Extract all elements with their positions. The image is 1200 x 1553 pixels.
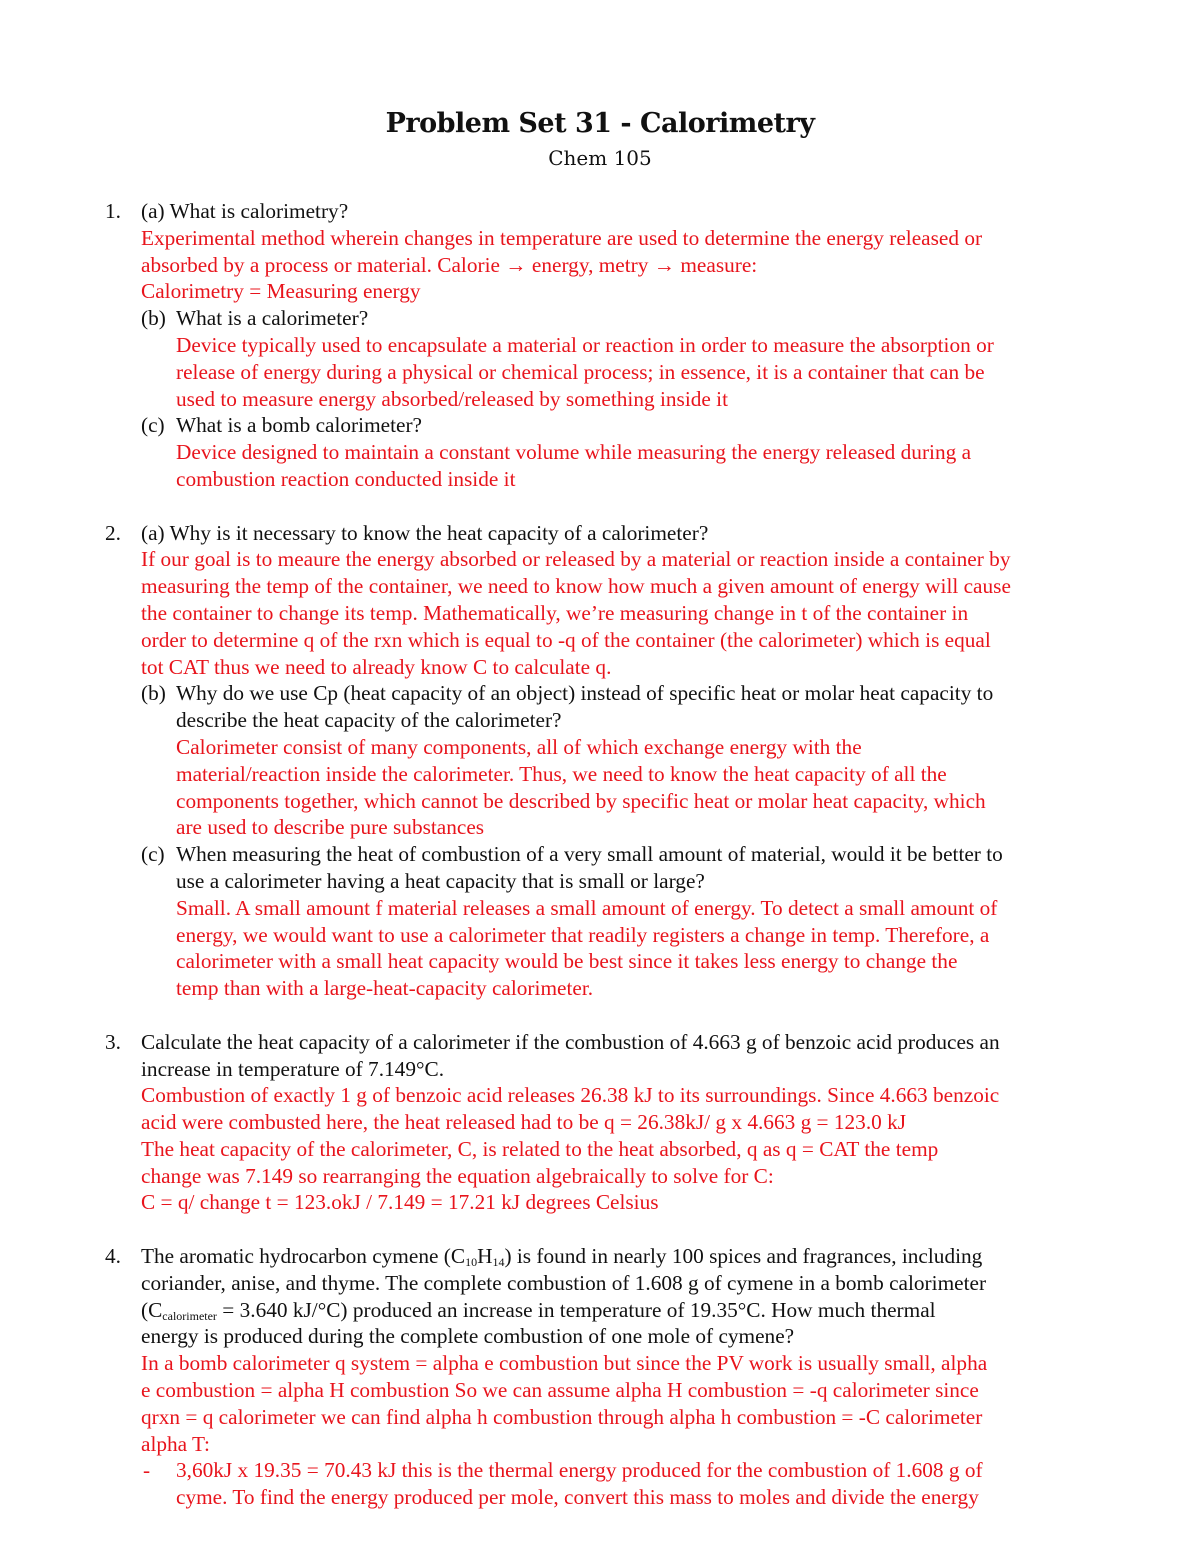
- text-line: order to determine q of the rxn which is equal to -q of the container (the calorimeter) which is equal: [141, 627, 991, 652]
- subscript: 14: [492, 1255, 505, 1270]
- answer-text: [0, 225, 1200, 305]
- text-line: coriander, anise, and thyme. The complete combustion of 1.608 g of cymene in a bomb calorimeter: [141, 1270, 987, 1295]
- text-line: Calculate the heat capacity of a calorimeter if the combustion of 4.663 g of benzoic acid produces an: [141, 1029, 1000, 1054]
- text-line: When measuring the heat of combustion of a very small amount of material, would it be better to: [176, 842, 1003, 867]
- text-line: Device designed to maintain a constant volume while measuring the energy released during a: [176, 440, 972, 465]
- text-line: Why do we use Cp (heat capacity of an object) instead of specific heat or molar heat capacity to: [176, 681, 994, 706]
- question-text: [0, 305, 1200, 332]
- text-line: acid were combusted here, the heat released had to be q = 26.38kJ/ g x 4.663 g = 123.0 kJ: [141, 1110, 907, 1135]
- text-line: Combustion of exactly 1 g of benzoic acid releases 26.38 kJ to its surroundings. Since 4.663 benzoic: [141, 1083, 1000, 1108]
- subscript: 10: [465, 1255, 478, 1270]
- text-line: describe the heat capacity of the calorimeter?: [176, 708, 562, 733]
- answer-text: [0, 1082, 1200, 1216]
- text-line: Device typically used to encapsulate a material or reaction in order to measure the absorption or: [176, 332, 994, 357]
- text-line: used to measure energy absorbed/released by something inside it: [176, 386, 728, 411]
- text-line: absorbed by a process or material. Calorie → energy, metry → measure:: [141, 252, 758, 277]
- text-line: components together, which cannot be described by specific heat or molar heat capacity, which: [176, 788, 986, 813]
- text-line: 3,60kJ x 19.35 = 70.43 kJ this is the thermal energy produced for the combustion of 1.608 g of: [176, 1458, 983, 1483]
- question-1: [0, 198, 1200, 493]
- text-line: In a bomb calorimeter q system = alpha e combustion but since the PV work is usually small, alpha: [141, 1351, 988, 1376]
- text-line: use a calorimeter having a heat capacity that is small or large?: [176, 868, 705, 893]
- text-line: (a) Why is it necessary to know the heat capacity of a calorimeter?: [141, 520, 709, 545]
- answer-text: [0, 1457, 1200, 1511]
- part-label: (b): [141, 681, 166, 706]
- text-line: cyme. To find the energy produced per mole, convert this mass to moles and divide the energy: [176, 1485, 979, 1510]
- text-line: are used to describe pure substances: [176, 815, 485, 840]
- question-text: [0, 1243, 1200, 1350]
- text-segment: (C: [141, 1297, 163, 1322]
- text-line: Experimental method wherein changes in temperature are used to determine the energy released or: [141, 225, 983, 250]
- part-label: (c): [141, 413, 165, 438]
- question-text: [0, 841, 1200, 895]
- text-line: measuring the temp of the container, we need to know how much a given amount of energy will cause: [141, 574, 1011, 599]
- text-line: tot CAT thus we need to already know C to calculate q.: [141, 654, 612, 679]
- text-line: What is a bomb calorimeter?: [176, 413, 422, 438]
- part-label: (c): [141, 842, 165, 867]
- page-title: Problem Set 31 - Calorimetry: [385, 108, 815, 139]
- text-line: What is a calorimeter?: [176, 306, 369, 331]
- answer-text: [0, 546, 1200, 680]
- question-text: [0, 520, 1200, 547]
- answer-text: [0, 1350, 1200, 1457]
- question-number: 3.: [105, 1029, 121, 1054]
- text-line: [141, 1243, 1200, 1270]
- problem-list: [0, 198, 1200, 1538]
- text-line: combustion reaction conducted inside it: [176, 466, 516, 491]
- question-number: 1.: [105, 199, 121, 223]
- text-line: temp than with a large-heat-capacity calorimeter.: [176, 976, 594, 1001]
- text-line: the container to change its temp. Mathematically, we’re measuring change in t of the container in: [141, 600, 969, 625]
- question-text: [0, 198, 1200, 225]
- question-number: 2.: [105, 520, 121, 545]
- text-segment: H: [477, 1244, 493, 1269]
- question-text: [0, 680, 1200, 734]
- subscript: calorimeter: [162, 1308, 217, 1323]
- answer-text: [0, 332, 1200, 412]
- text-line: material/reaction inside the calorimeter. Thus, we need to know the heat capacity of all the: [176, 761, 947, 786]
- text-line: energy is produced during the complete combustion of one mole of cymene?: [141, 1324, 795, 1349]
- text-line: qrxn = q calorimeter we can find alpha h combustion through alpha h combustion = -C calorimeter: [141, 1404, 983, 1429]
- text-line: change was 7.149 so rearranging the equation algebraically to solve for C:: [141, 1163, 774, 1188]
- text-line: C = q/ change t = 123.okJ / 7.149 = 17.21 kJ degrees Celsius: [141, 1190, 659, 1215]
- question-text: [0, 1029, 1200, 1083]
- answer-text: [0, 895, 1200, 1002]
- part-label: (b): [141, 306, 166, 331]
- text-line: release of energy during a physical or chemical process; in essence, it is a container that can be: [176, 359, 985, 384]
- text-line: (a) What is calorimetry?: [141, 199, 349, 223]
- text-line: energy, we would want to use a calorimeter that readily registers a change in temp. Therefore, a: [176, 922, 990, 947]
- question-text: [0, 412, 1200, 439]
- bullet-dash: -: [143, 1458, 151, 1483]
- question-number: 4.: [105, 1244, 121, 1269]
- answer-text: [0, 734, 1200, 841]
- text-line: The heat capacity of the calorimeter, C, is related to the heat absorbed, q as q = CAT the temp: [141, 1136, 939, 1161]
- question-2: [0, 520, 1200, 1002]
- text-segment: = 3.640 kJ/°C) produced an increase in temperature of 19.35°C. How much thermal: [216, 1297, 936, 1322]
- text-line: calorimeter with a small heat capacity would be best since it takes less energy to change the: [176, 949, 958, 974]
- text-line: alpha T:: [141, 1431, 210, 1456]
- text-line: increase in temperature of 7.149°C.: [141, 1056, 445, 1081]
- text-line: e combustion = alpha H combustion So we can assume alpha H combustion = -q calorimeter since: [141, 1378, 979, 1403]
- text-segment: The aromatic hydrocarbon cymene (C: [141, 1244, 466, 1269]
- text-segment: ) is found in nearly 100 spices and fragrances, including: [504, 1244, 983, 1269]
- text-line: Small. A small amount f material releases a small amount of energy. To detect a small amount of: [176, 895, 998, 920]
- course-subtitle: Chem 105: [548, 146, 652, 170]
- text-line: [141, 1297, 1200, 1324]
- question-4: [0, 1243, 1200, 1511]
- text-line: Calorimetry = Measuring energy: [141, 279, 421, 304]
- text-line: Calorimeter consist of many components, all of which exchange energy with the: [176, 734, 862, 759]
- answer-text: [0, 439, 1200, 493]
- question-3: [0, 1029, 1200, 1217]
- text-line: If our goal is to meaure the energy absorbed or released by a material or reaction inside a container by: [141, 547, 1011, 572]
